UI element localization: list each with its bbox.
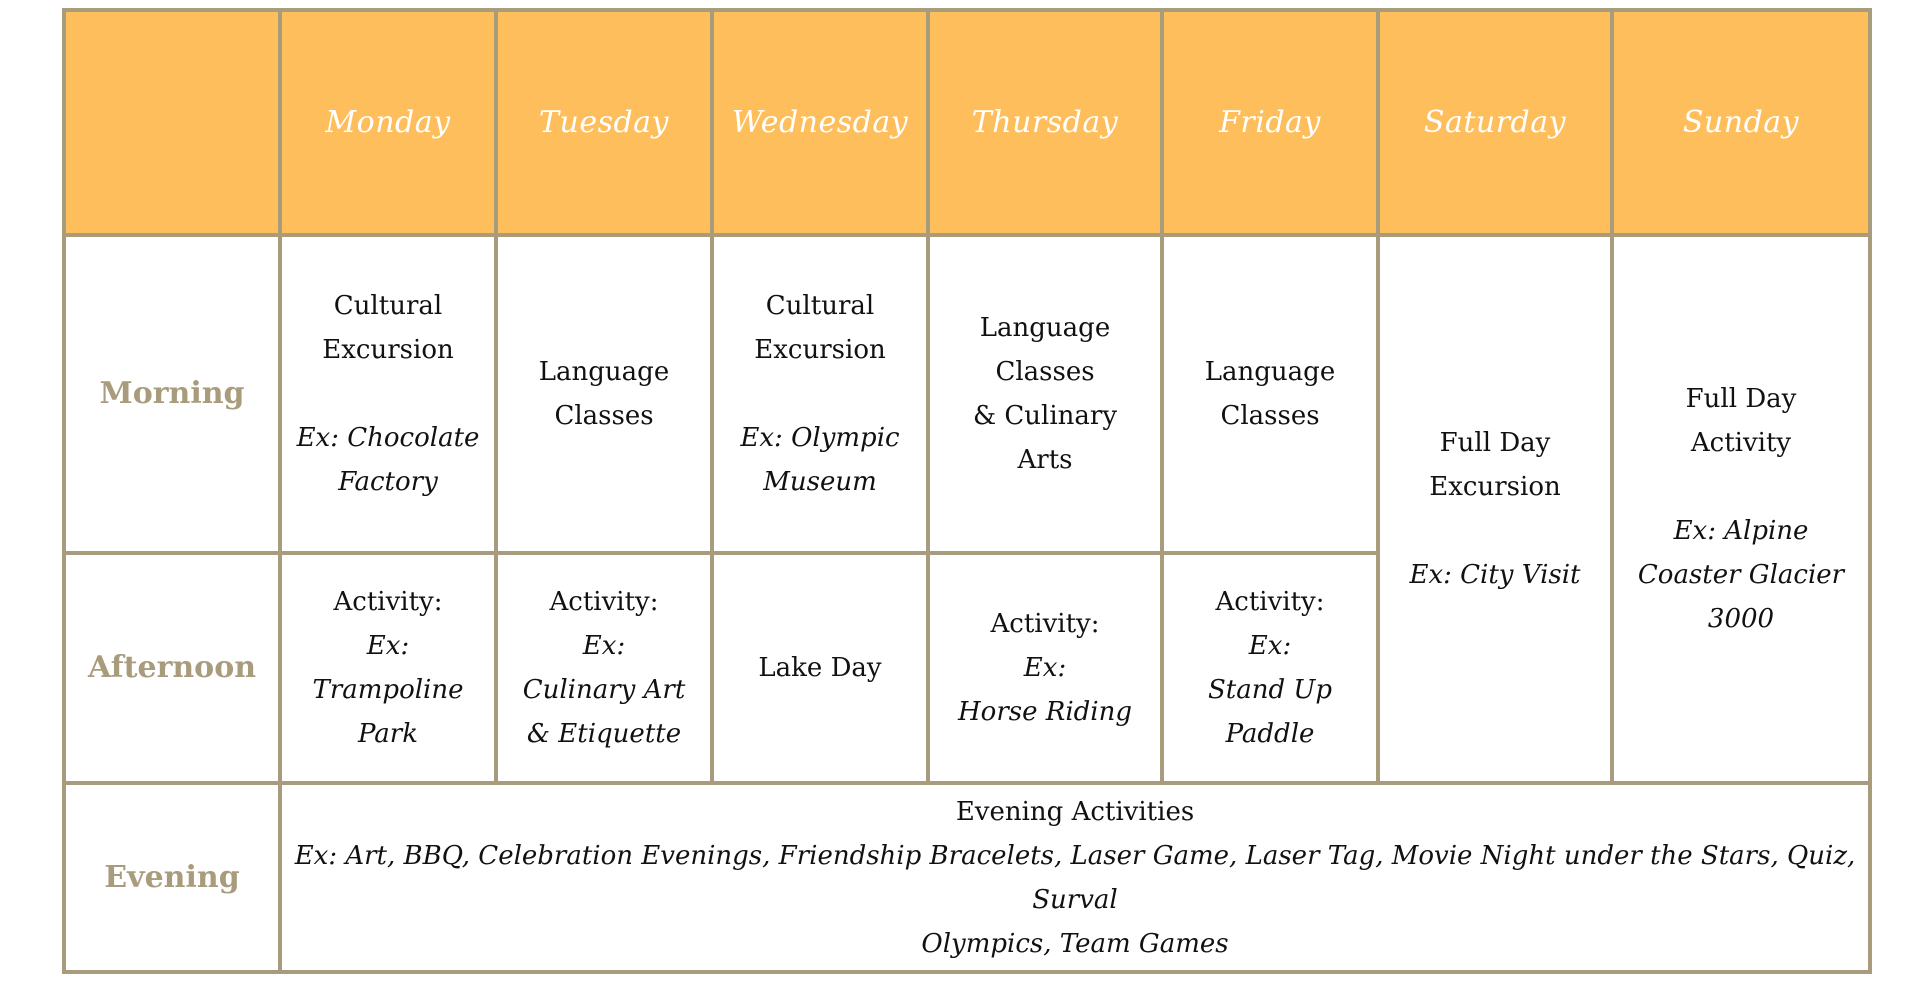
evening-title: Evening Activities [955, 796, 1195, 827]
cell-example-line: & Etiquette [526, 719, 682, 749]
cell-example-line: Ex: [1023, 653, 1067, 683]
morning-wednesday-cell [712, 235, 928, 553]
period-label-afternoon: Afternoon [64, 553, 280, 783]
cell-line: Language [538, 357, 670, 387]
cell-line: Language [979, 313, 1111, 343]
cell-example-line: Factory [338, 467, 438, 497]
cell-line: Arts [1017, 445, 1073, 475]
afternoon-monday-cell [280, 553, 496, 783]
cell-line: Cultural [333, 291, 443, 321]
cell-example-line: Stand Up [1208, 675, 1332, 705]
cell-line: Activity [1690, 428, 1792, 458]
day-header-tuesday: Tuesday [496, 10, 712, 235]
cell-line: Language [1204, 357, 1336, 387]
afternoon-tuesday-cell [496, 553, 712, 783]
cell-example-line: Museum [763, 467, 877, 497]
period-label-evening: Evening [64, 783, 280, 972]
cell-example-line: Culinary Art [522, 675, 686, 705]
header-corner-cell [64, 10, 280, 235]
cell-line: Activity: [549, 587, 659, 617]
cell-example-line: 3000 [1707, 604, 1775, 634]
afternoon-wednesday-cell [712, 553, 928, 783]
day-header-monday: Monday [280, 10, 496, 235]
day-header-sunday: Sunday [1612, 10, 1870, 235]
cell-line: Full Day [1685, 384, 1797, 414]
evening-row [64, 783, 1870, 972]
cell-line: Excursion [1429, 472, 1561, 502]
evening-example-line: Ex: Art, BBQ, Celebration Evenings, Friendship Bracelets, Laser Game, Laser Tag, Movie Night under the Stars, Quiz, Surval [294, 840, 1856, 915]
morning-monday-cell [280, 235, 496, 553]
cell-line: Lake Day [758, 653, 882, 683]
cell-line: Classes [995, 357, 1095, 387]
cell-line: Excursion [754, 335, 886, 365]
morning-tuesday-cell [496, 235, 712, 553]
saturday-full-day-cell [1378, 235, 1612, 783]
cell-example-line: Ex: [582, 631, 626, 661]
morning-friday-cell [1162, 235, 1378, 553]
evening-example-line: Olympics, Team Games [921, 928, 1229, 959]
evening-activities-cell [280, 783, 1870, 972]
afternoon-thursday-cell [928, 553, 1162, 783]
afternoon-friday-cell [1162, 553, 1378, 783]
day-header-row [64, 10, 1870, 235]
cell-example-line: Park [357, 719, 418, 749]
cell-line: Cultural [765, 291, 875, 321]
cell-line: Classes [1220, 401, 1320, 431]
cell-line: & Culinary [972, 401, 1118, 431]
morning-row [64, 235, 1870, 553]
day-header-friday: Friday [1162, 10, 1378, 235]
sunday-full-day-cell [1612, 235, 1870, 783]
cell-example-line: Trampoline [312, 675, 464, 705]
cell-example-line: Ex: [366, 631, 410, 661]
morning-thursday-cell [928, 235, 1162, 553]
cell-example-line: Ex: Chocolate [296, 423, 480, 453]
cell-line: Activity: [990, 609, 1100, 639]
cell-example-line: Ex: [1248, 631, 1292, 661]
weekly-schedule-table [62, 8, 1872, 974]
cell-line: Activity: [1215, 587, 1325, 617]
cell-example-line: Ex: Alpine [1673, 516, 1809, 546]
cell-example-line: Coaster Glacier [1637, 560, 1845, 590]
cell-line: Classes [554, 401, 654, 431]
day-header-wednesday: Wednesday [712, 10, 928, 235]
cell-example-line: Ex: City Visit [1409, 560, 1581, 590]
day-header-saturday: Saturday [1378, 10, 1612, 235]
period-label-morning: Morning [64, 235, 280, 553]
cell-line: Activity: [333, 587, 443, 617]
cell-example-line: Ex: Olympic [740, 423, 900, 453]
cell-line: Excursion [322, 335, 454, 365]
cell-example-line: Horse Riding [958, 697, 1132, 727]
day-header-thursday: Thursday [928, 10, 1162, 235]
cell-example-line: Paddle [1225, 719, 1315, 749]
cell-line: Full Day [1439, 428, 1551, 458]
